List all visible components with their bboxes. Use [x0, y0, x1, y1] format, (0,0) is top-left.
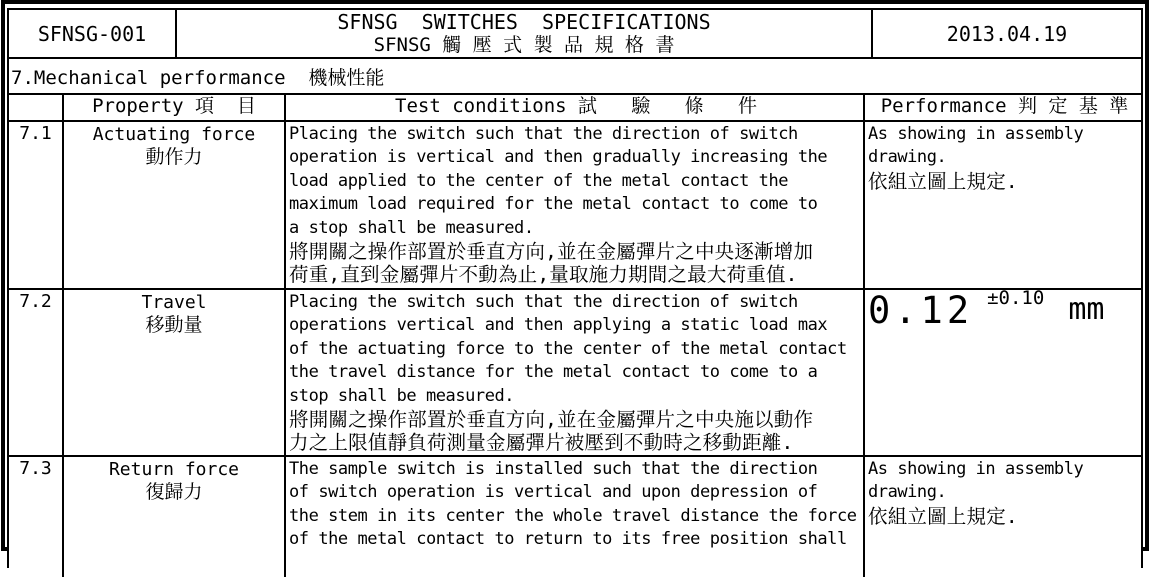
test-line: maximum load required for the metal contact to come to: [289, 194, 818, 215]
table-row-7-2: [9, 290, 1141, 457]
performance-line: As showing in assembly: [868, 124, 1084, 144]
performance-line-zh: 依組立圖上規定.: [868, 169, 1018, 193]
test-line: a stop shall be measured.: [289, 217, 534, 238]
property-name-zh: 動作力: [145, 146, 203, 169]
test-line: of switch operation is vertical and upon depression of: [289, 482, 818, 503]
doc-title-block: [175, 10, 873, 57]
test-line: operation is vertical and then gradually increasing the: [289, 147, 828, 168]
property-name-zh: 移動量: [145, 314, 203, 337]
property-name-en: Actuating force: [92, 124, 256, 145]
doc-title-en: SFNSG SWITCHES SPECIFICATIONS: [337, 9, 711, 34]
property-name-zh: 復歸力: [145, 481, 203, 504]
col-header-number: [9, 95, 62, 120]
test-line: the stem in its center the whole travel distance the force: [289, 505, 857, 526]
property-name-en: Travel: [141, 292, 207, 313]
col-header-test-conditions: Test conditions 試 驗 條 件: [284, 95, 863, 120]
test-line: the travel distance for the metal contact to come to a: [289, 362, 818, 383]
test-conditions-cell: [284, 457, 863, 577]
test-conditions-cell: [284, 290, 863, 455]
travel-value: 0.12: [868, 290, 974, 332]
performance-line: As showing in assembly: [868, 459, 1084, 479]
test-line-zh: 將開關之操作部置於垂直方向,並在金屬彈片之中央施以動作: [289, 407, 814, 431]
test-line: Placing the switch such that the direction of switch: [289, 124, 798, 144]
test-line-zh: 力之上限值靜負荷測量金屬彈片被壓到不動時之移動距離.: [289, 431, 794, 455]
document-header: [9, 10, 1141, 59]
property-cell: [62, 457, 284, 577]
row-number: 7.3: [19, 458, 52, 479]
test-line: operations vertical and then applying a static load max: [289, 315, 828, 336]
property-cell: [62, 122, 284, 288]
test-line-zh: 荷重,直到金屬彈片不動為止,量取施力期間之最大荷重值.: [289, 263, 798, 287]
test-conditions-cell: [284, 122, 863, 288]
col-header-property: Property 項 目: [62, 95, 284, 120]
performance-line: drawing.: [868, 147, 947, 168]
travel-unit: mm: [1068, 292, 1105, 327]
performance-line-zh: 依組立圖上規定.: [868, 504, 1018, 528]
doc-title-zh: SFNSG 觸 壓 式 製 品 規 格 書: [373, 33, 675, 56]
performance-cell: [863, 457, 1141, 577]
property-cell: [62, 290, 284, 455]
doc-number: SFNSG-001: [37, 21, 147, 46]
spec-sheet: [7, 8, 1143, 568]
performance-line: drawing.: [868, 482, 947, 503]
table-row-7-3: [9, 457, 1141, 577]
test-line: load applied to the center of the metal contact the: [289, 170, 789, 191]
table-header-row: [9, 95, 1141, 122]
section-title: 7.Mechanical performance 機械性能: [9, 59, 1141, 95]
test-line: stop shall be measured.: [289, 385, 515, 406]
table-row-7-1: [9, 122, 1141, 290]
performance-cell: [863, 122, 1141, 288]
performance-cell: [863, 290, 1141, 455]
travel-tolerance: ±0.10: [987, 290, 1045, 309]
property-name-en: Return force: [108, 459, 240, 480]
row-number: 7.2: [19, 291, 52, 312]
test-line: Placing the switch such that the direction of switch: [289, 292, 798, 312]
row-number: 7.1: [19, 123, 52, 144]
test-line: of the metal contact to return to its free position shall: [289, 529, 847, 550]
spec-table: [9, 95, 1141, 577]
test-line: of the actuating force to the center of the metal contact: [289, 338, 847, 359]
doc-date: 2013.04.19: [946, 21, 1068, 46]
test-line: The sample switch is installed such that the direction: [289, 459, 818, 479]
col-header-performance: Performance 判 定 基 準: [863, 95, 1141, 120]
test-line-zh: 將開關之操作部置於垂直方向,並在金屬彈片之中央逐漸增加: [289, 239, 814, 263]
